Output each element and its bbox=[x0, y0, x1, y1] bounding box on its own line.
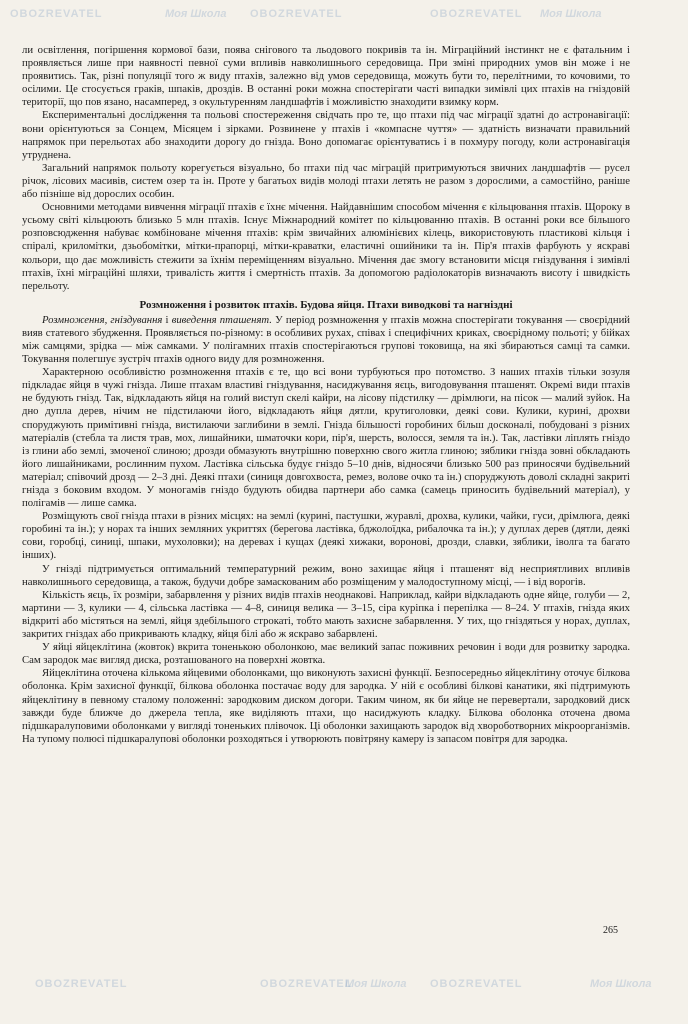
paragraph: У яйці яйцеклітина (жовток) вкрита тоненькою оболонкою, має великий запас поживних речовин і води для розвитку зародка. Сам зародок має вигляд диска, розташованого на поверхні жовтка. bbox=[22, 641, 630, 667]
paragraph: Яйцеклітина оточена кількома яйцевими оболонками, що виконують захисні функції. Безпосередньо яйцеклітину оточує білкова оболонка. Крім захисної функції, білкова оболонка постачає воду для зародка. У ній є особливі білкові канатики, які підтримують яйцеклітину в певному сталому положенні: зародковим диском догори. Таким чином, як би яйце не перевертали, зародковий диск завжди буде ближче до джерела тепла, яке виділяють птахи, що насиджують кладку. Білкова оболонка оточена двома підшкаралуповими оболонками у вигляді тоненьких плівочок. Ці оболонки захищають зародок від хвороботворних мікроорганізмів. На тупому полюсі підшкаралупові оболонки розходяться і утворюють повітряну камеру із запасом повітря для зародка. bbox=[22, 667, 630, 745]
intro-text: У період розмноження у птахів можна спостерігати токування — своєрідний вияв статевого збудження. Проявляється по-різному: в особливих рухах, співах і специфічних криках, своєрідному польоті; у бійках між самцями, зрідка — між самками. У полігамних птахів спостерігаються групові токовища, на які збираються самці та самки. Токування полегшує зустріч птахів одного виду для розмноження. bbox=[22, 313, 631, 366]
paragraph: ли освітлення, погіршення кормової бази, поява снігового та льодового покривів та ін. Міграційний інстинкт не є фатальним і проявляється лише при наявності певної суми впливів навколишнього середовища. При зміні природних умов він може і не проявитись. Так, різні популяції того ж виду птахів, залежно від умов середовища, можуть бути то, перелітними, то кочовими, то осілими. Це стосується граків, шпаків, дроздів. В останні роки можна спостерігати часті випадки зимівлі цих птахів на гніздовій території, що пов язано, насамперед, з окультуренням ландшафтів і можливістю знаходити взимку корм. bbox=[22, 44, 630, 109]
watermark-brand: OBOZREVATEL bbox=[430, 978, 523, 990]
watermark-brand: Моя Школа bbox=[540, 8, 602, 20]
paragraph: Розміщують свої гнізда птахи в різних місцях: на землі (курині, пастушки, журавлі, дрохва, кулики, чайки, гуси, дрімлюга, деякі горобині та ін.); у норах та інших земляних укриттях (берегова ластівка, бджолоїдка, рибалочка та ін.); у дуплах дерев (дятли, деякі сови, горобці, синиці, шпаки, мухоловки); на деревах і кущах (деякі хижаки, воронові, дрозди, славки, зяблики, іволга та багато інших). bbox=[22, 510, 630, 562]
section-intro-paragraph bbox=[22, 314, 630, 366]
page-number: 265 bbox=[603, 925, 618, 936]
watermark-brand: Моя Школа bbox=[590, 978, 652, 990]
watermark-brand: Моя Школа bbox=[165, 8, 227, 20]
paragraph: Експериментальні дослідження та польові спостереження свідчать про те, що птахи під час міграції здатні до астронавігації: вони орієнтуються за Сонцем, Місяцем і зірками. Розвинене у птахів і «компасне чуття» — здатність визначати правильний напрямок при перельотах або знаходити дорогу до гнізда. Воно допомагає орієнтуватись і в похмуру погоду, коли астронавігація утруднена. bbox=[22, 109, 630, 161]
section-title: Розмноження і розвиток птахів. Будова яйця. Птахи виводкові та нагніздні bbox=[139, 298, 513, 311]
paragraph: Основними методами вивчення міграції птахів є їхнє мічення. Найдавнішим способом мічення є кільцювання птахів. Щороку в усьому світі кільцюють близько 5 млн птахів. Існує Міжнародний комітет по кільцюванню птахів. В останні роки все більшого розповсюдження набуває комбіноване мічення птахів: крім звичайних алюмінієвих кілець, використовують пластикові кільця і спіралі, криломітки, дзьобомітки, мітки-прапорці, мітки-краватки, еластичні ошийники та ін. Пір'я птахів фарбують у яскраві кольори, що дає можливість стежити за їхнім переміщенням візуально. Мічення дає змогу встановити місця гніздування і зимівлі птахів, їхні міграційні шляхи, тривалість життя і смертність птахів. За допомогою радіолокаторів визначають висоту і швидкість перельоту. bbox=[22, 201, 630, 292]
intro-italic-term: виведення пташенят. bbox=[171, 313, 272, 326]
paragraph: Характерною особливістю розмноження птахів є те, що всі вони турбуються про потомство. З наших птахів тільки зозуля підкладає яйця в чужі гнізда. Лише птахам властиві гніздування, насиджування яєць, вигодовування пташенят. Окремі види птахів не будують гнізд. Так, відкладають яйця на голий виступ скелі кайри, на лісову підстилку — дрімлюги, на пісок — малий зуйок. На дно дупла дерев, нічим не підстилаючи його, відкладають яйця дятли, крутиголовки, деякі сови. Кулики, курині, дрохви споруджують примітивні гнізда, вистилаючи заглибини в землі. Гнізда більшості горобиних більш досконалі, побудовані з різних матеріалів (стебла та листя трав, мох, лишайники, шматочки кори, пір'я, шерсть, волосся, земля та ін.). Так, ластівки ліплять гніздо із глини або землі, змоченої слиною; дрозди обмазують внутрішню поверхню свого житла глиною; зяблики гнізда зовні обкладають його лишайниками, рослинним пухом. Ластівка сільська будує гніздо 5–10 днів, відносячи близько 500 раз приносячи будівельний матеріал; співочий дрозд — 2–3 дні. Деякі птахи (синиця довгохвоста, ремез, волове очко та ін.) споруджують доволі складні закриті гнізда з боковим входом. У моногамів гніздо будують обидва партнери або самка (самець приносить будівельний матеріал), у полігамів — лише самка. bbox=[22, 366, 630, 510]
watermark-brand: OBOZREVATEL bbox=[260, 978, 353, 990]
document-page bbox=[22, 44, 630, 746]
watermark-brand: OBOZREVATEL bbox=[250, 8, 343, 20]
paragraph: Загальний напрямок польоту корегується візуально, бо птахи під час міграцій притримуються звичних ландшафтів — русел річок, лісових масивів, систем озер та ін. Проте у багатьох видів молоді птахи летять не разом з дорослими, а самостійно, раніше або пізніше від дорослих особин. bbox=[22, 161, 630, 201]
intro-italic-term: Розмноження, гніздування bbox=[42, 313, 163, 326]
watermark-brand: OBOZREVATEL bbox=[35, 978, 128, 990]
watermark-brand: OBOZREVATEL bbox=[10, 8, 103, 20]
watermark-brand: Моя Школа bbox=[345, 978, 407, 990]
paragraph: Кількість яєць, їх розміри, забарвлення у різних видів птахів неоднакові. Наприклад, кайри відкладають одне яйце, голуби — 2, мартини — 3, кулики — 4, сільська ластівка — 4–8, синиця велика — 3–15, сіра куріпка і перепілка — 8–24. У птахів, гнізда яких відкриті або містяться на землі, яйця здебільшого строкаті, тобто мають захисне забарвлення. У тих, що гніздяться у норах, дуплах, закритих гніздах або прикривають кладку, яйця білі або ж яскраво забарвлені. bbox=[22, 588, 630, 641]
paragraph: У гнізді підтримується оптимальний температурний режим, воно захищає яйця і пташенят від несприятливих впливів навколишнього середовища, а також, будучи добре замаскованим або розміщеним у малодоступному місці, — і від ворогів. bbox=[22, 562, 630, 588]
intro-connector: і bbox=[162, 313, 172, 326]
watermark-brand: OBOZREVATEL bbox=[430, 8, 523, 20]
